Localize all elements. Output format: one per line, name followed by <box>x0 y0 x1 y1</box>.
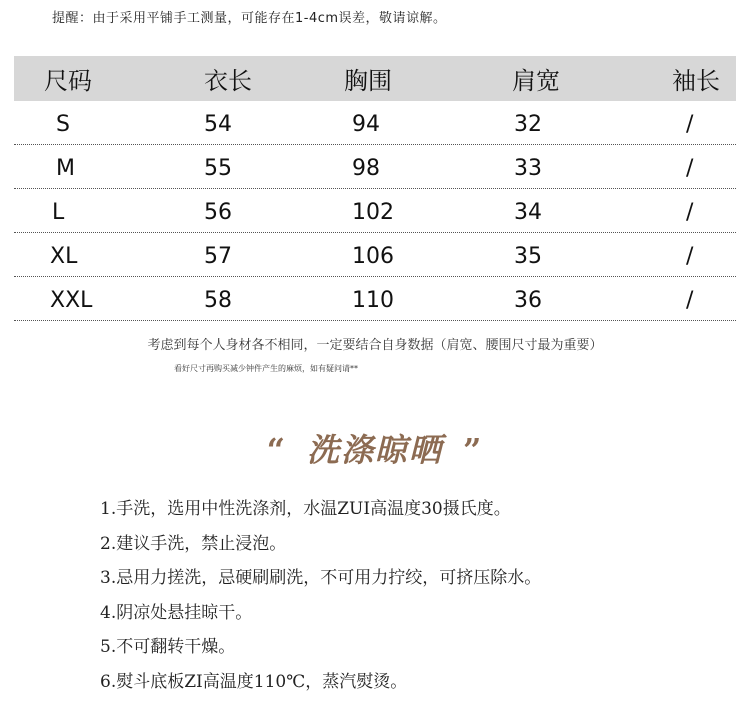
cell-shoulder: 35 <box>514 244 542 269</box>
cell-shoulder: 36 <box>514 288 542 313</box>
header-sleeve: 袖长 <box>672 67 720 95</box>
header-chest: 胸围 <box>344 67 392 95</box>
cell-size: XL <box>50 244 78 269</box>
cell-chest: 94 <box>352 112 380 137</box>
open-quote: “ <box>266 431 287 469</box>
cell-shoulder: 33 <box>514 156 542 181</box>
measurement-notice: 提醒：由于采用平铺手工测量，可能存在1-4cm误差，敬请谅解。 <box>52 11 447 26</box>
size-table <box>14 56 736 321</box>
cell-size: XXL <box>50 288 93 313</box>
cell-shoulder: 32 <box>514 112 542 137</box>
cell-sleeve: / <box>686 112 694 137</box>
cell-size: M <box>56 156 75 181</box>
cell-size: L <box>52 200 65 225</box>
list-item: 5.不可翻转干燥。 <box>100 637 236 657</box>
cell-sleeve: / <box>686 244 694 269</box>
cell-length: 58 <box>204 288 232 313</box>
table-row <box>14 233 736 277</box>
cell-sleeve: / <box>686 156 694 181</box>
cell-shoulder: 34 <box>514 200 542 225</box>
care-section-title <box>0 425 750 471</box>
header-shoulder: 肩宽 <box>512 67 560 95</box>
list-item: 2.建议手洗，禁止浸泡。 <box>100 533 287 554</box>
header-size: 尺码 <box>44 67 92 95</box>
fit-advice-small: 看好尺寸再购买减少钟件产生的麻烦，如有疑问请** <box>174 364 358 373</box>
list-item: 3.忌用力搓洗，忌硬刷刷洗，不可用力拧绞，可挤压除水。 <box>100 568 542 588</box>
fit-advice: 考虑到每个人身材各不相同，一定要结合自身数据（肩宽、腰围尺寸最为重要） <box>147 338 603 353</box>
list-item: 6.熨斗底板ZI高温度110℃，蒸汽熨烫。 <box>100 671 408 692</box>
header-length: 衣长 <box>204 67 252 95</box>
cell-chest: 102 <box>352 200 394 225</box>
size-table-header <box>14 56 736 101</box>
list-item: 4.阴凉处悬挂晾干。 <box>100 602 253 623</box>
cell-sleeve: / <box>686 200 694 225</box>
cell-length: 57 <box>204 244 232 269</box>
cell-length: 55 <box>204 156 232 181</box>
care-instructions-list <box>100 497 541 704</box>
list-item: 1.手洗，选用中性洗涤剂，水温ZUI高温度30摄氏度。 <box>100 499 511 519</box>
cell-length: 54 <box>204 112 232 137</box>
cell-sleeve: / <box>686 288 694 313</box>
cell-chest: 110 <box>352 288 394 313</box>
table-row <box>14 277 736 321</box>
cell-chest: 106 <box>352 244 394 269</box>
cell-size: S <box>56 112 70 137</box>
cell-length: 56 <box>204 200 232 225</box>
table-row <box>14 101 736 145</box>
care-title-text: 洗涤晾晒 <box>306 431 443 469</box>
table-row <box>14 189 736 233</box>
close-quote: ” <box>463 431 484 469</box>
table-row <box>14 145 736 189</box>
cell-chest: 98 <box>352 156 380 181</box>
